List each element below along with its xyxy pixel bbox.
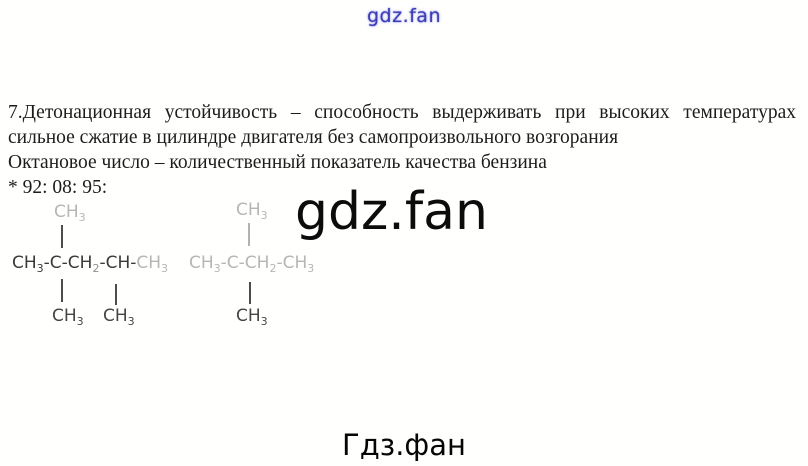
answer-line-4: * 92: 08: 95: <box>8 177 108 198</box>
formula-right-top-methyl: $CH_3$ <box>236 200 268 222</box>
formula-left-bottom-methyl-1: $CH_3$ <box>52 306 84 328</box>
watermark-text: gdz.fan <box>295 182 488 242</box>
bond-line <box>61 225 63 248</box>
formula-right-main-chain: $CH_3-C-CH_2-CH_3$ <box>189 253 315 275</box>
formula-left-top-methyl: $CH_3$ <box>54 202 86 224</box>
bond-line <box>61 279 63 302</box>
formula-left-main-chain: $CH_3-C-CH_2-CH-CH_3$ <box>12 253 169 275</box>
answer-line-1: 7.Детонационная устойчивость – способность выдерживать при высоких температурах <box>8 102 796 123</box>
answer-line-3: Октановое число – количественный показатель качества бензина <box>8 152 547 173</box>
bond-line <box>248 223 250 246</box>
footer-brand: Гдз.фан <box>342 428 466 462</box>
site-logo: gdz.fan <box>366 5 441 27</box>
answer-line-2: сильное сжатие в цилиндре двигателя без самопроизвольного возгорания <box>8 127 619 148</box>
formula-right-bottom-methyl: $CH_3$ <box>236 306 268 328</box>
bond-line <box>249 282 251 304</box>
formula-left-bottom-methyl-2: $CH_3$ <box>103 306 135 328</box>
bond-line <box>115 284 117 305</box>
